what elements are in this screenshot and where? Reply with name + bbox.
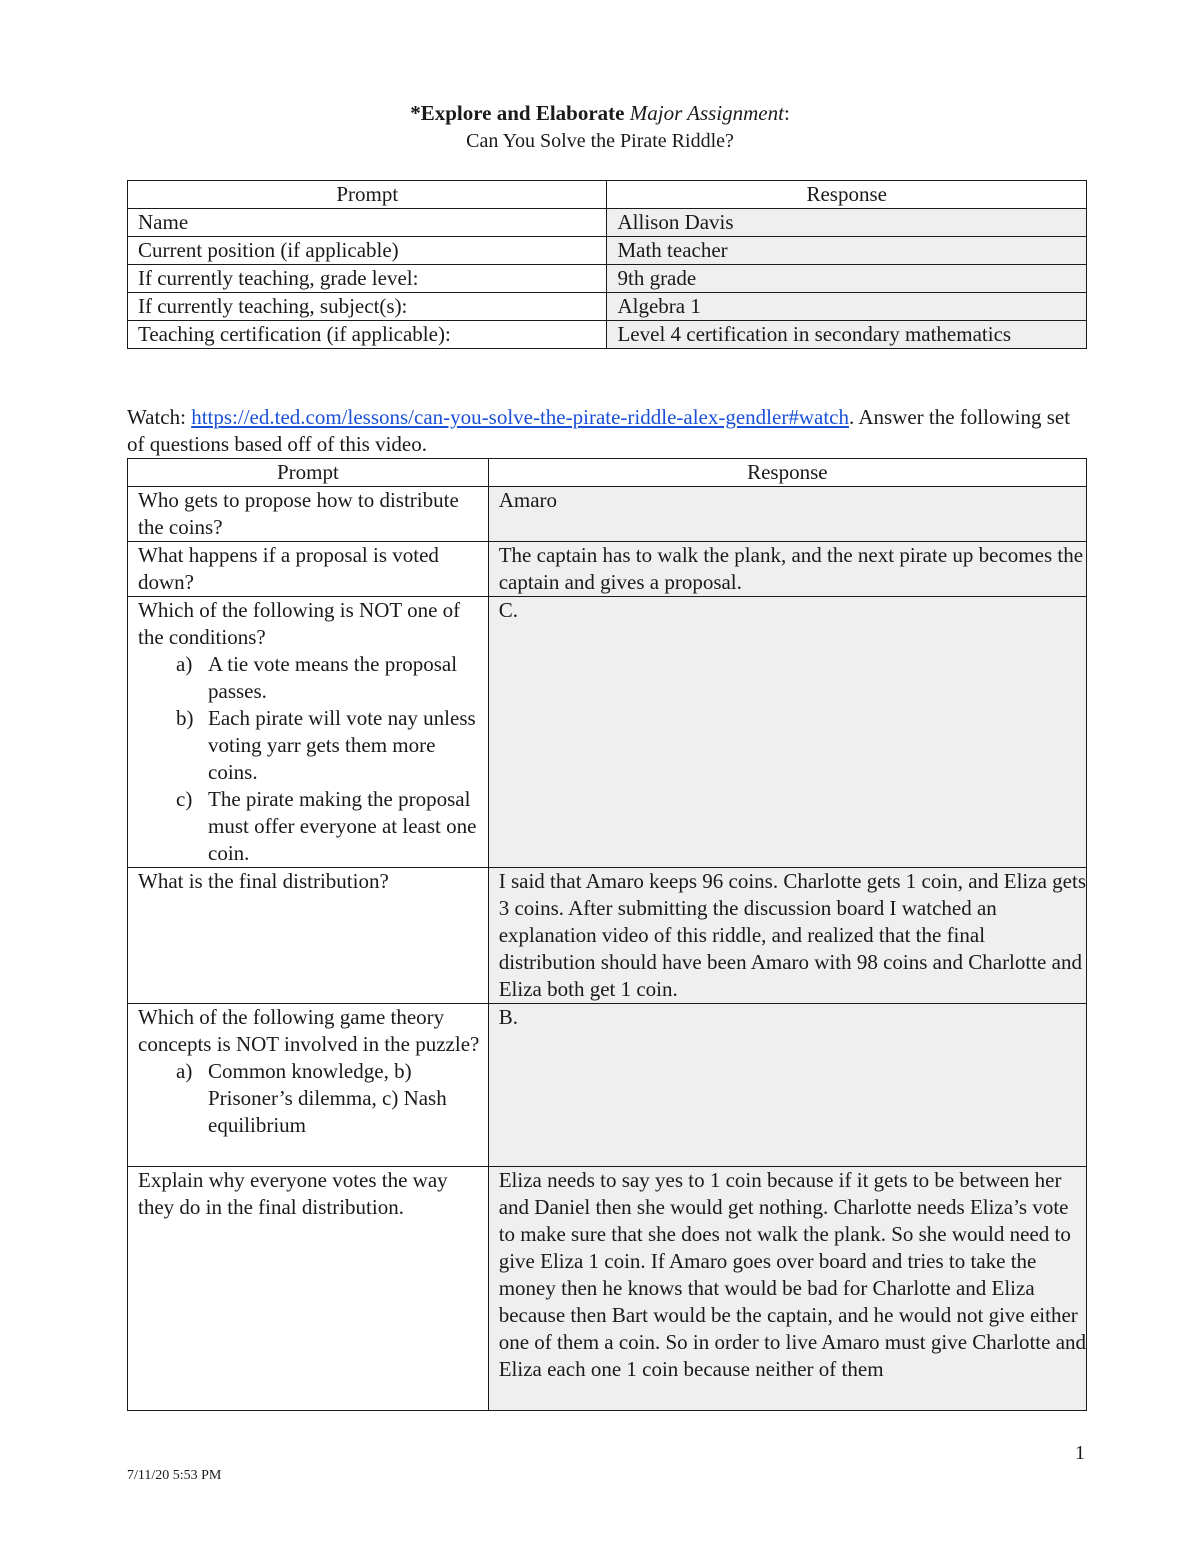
table-row <box>128 597 1087 868</box>
option-text: Common knowledge, b) Prisoner’s dilemma, c) Nash equilibrium <box>208 1059 447 1137</box>
list-item <box>176 1058 488 1139</box>
header-response: Response <box>488 459 1086 487</box>
profile-table <box>127 180 1087 349</box>
table-row <box>128 487 1087 542</box>
prompt-cell: What happens if a proposal is voted down? <box>128 542 489 597</box>
list-item <box>176 705 488 786</box>
table-row <box>128 868 1087 1004</box>
response-cell: Algebra 1 <box>607 293 1087 321</box>
table-row <box>128 237 1087 265</box>
response-cell: Math teacher <box>607 237 1087 265</box>
prompt-cell: Name <box>128 209 607 237</box>
response-cell: B. <box>488 1004 1086 1167</box>
prompt-cell: Current position (if applicable) <box>128 237 607 265</box>
header-prompt: Prompt <box>128 181 607 209</box>
title-bold: *Explore and Elaborate <box>410 101 625 125</box>
video-link[interactable]: https://ed.ted.com/lessons/can-you-solve-the-pirate-riddle-alex-gendler#watch <box>191 405 849 429</box>
option-label: b) <box>176 706 194 730</box>
prompt-cell: Teaching certification (if applicable): <box>128 321 607 349</box>
response-cell: Amaro <box>488 487 1086 542</box>
page-number: 1 <box>1075 1442 1085 1464</box>
question-text: Which of the following is NOT one of the conditions? <box>138 598 461 649</box>
response-cell: Allison Davis <box>607 209 1087 237</box>
option-text: A tie vote means the proposal passes. <box>208 652 458 703</box>
table-header-row <box>128 459 1087 487</box>
table-row <box>128 321 1087 349</box>
response-cell: 9th grade <box>607 265 1087 293</box>
response-cell: C. <box>488 597 1086 868</box>
option-list <box>138 651 488 867</box>
watch-label: Watch: <box>127 405 192 429</box>
document-title <box>0 100 1200 126</box>
option-label: a) <box>176 1059 193 1083</box>
watch-after: . Answer the following set of questions based off of this video. <box>127 405 1071 456</box>
document-subtitle: Can You Solve the Pirate Riddle? <box>466 130 734 152</box>
option-text: The pirate making the proposal must offer everyone at least one coin. <box>208 787 477 865</box>
header-prompt: Prompt <box>128 459 489 487</box>
option-text: Each pirate will vote nay unless voting yarr gets them more coins. <box>208 706 476 784</box>
option-label: a) <box>176 652 193 676</box>
response-cell: Eliza needs to say yes to 1 coin because if it gets to be between her and Daniel then she would get nothing. Charlotte needs Eliza’s vote to make sure that she does not walk the plank. So she would need to give Eliza 1 coin. If Amaro goes over board and tries to take the money then he knows that would be bad for Charlotte and Eliza because then Bart would be the captain, and he would not give either one of them a coin. So in order to live Amaro must give Charlotte and Eliza each one 1 coin because neither of them <box>488 1167 1086 1411</box>
option-label: c) <box>176 787 193 811</box>
table-row <box>128 1004 1087 1167</box>
table-row <box>128 265 1087 293</box>
table-row <box>128 1167 1087 1411</box>
title-colon: : <box>783 101 790 125</box>
list-item <box>176 651 488 705</box>
prompt-cell: Explain why everyone votes the way they do in the final distribution. <box>128 1167 489 1411</box>
prompt-cell <box>128 1004 489 1167</box>
table-row <box>128 293 1087 321</box>
response-cell: I said that Amaro keeps 96 coins. Charlotte gets 1 coin, and Eliza gets 3 coins. After submitting the discussion board I watched an explanation video of this riddle, and realized that the final distribution should have been Amaro with 98 coins and Charlotte and Eliza both get 1 coin. <box>488 868 1086 1004</box>
prompt-cell: If currently teaching, subject(s): <box>128 293 607 321</box>
prompt-cell: If currently teaching, grade level: <box>128 265 607 293</box>
response-cell: The captain has to walk the plank, and the next pirate up becomes the captain and gives a proposal. <box>488 542 1086 597</box>
response-cell: Level 4 certification in secondary mathematics <box>607 321 1087 349</box>
table-header-row <box>128 181 1087 209</box>
list-item <box>176 786 488 867</box>
watch-instructions <box>127 404 1087 458</box>
questions-table <box>127 458 1087 1411</box>
title-italic: Major Assignment <box>629 101 784 125</box>
question-text: Which of the following game theory concepts is NOT involved in the puzzle? <box>138 1005 480 1056</box>
table-row <box>128 209 1087 237</box>
header-response: Response <box>607 181 1087 209</box>
prompt-cell: Who gets to propose how to distribute the coins? <box>128 487 489 542</box>
prompt-cell <box>128 597 489 868</box>
footer-timestamp: 7/11/20 5:53 PM <box>127 1468 222 1483</box>
option-list <box>138 1058 488 1139</box>
prompt-cell: What is the final distribution? <box>128 868 489 1004</box>
table-row <box>128 542 1087 597</box>
